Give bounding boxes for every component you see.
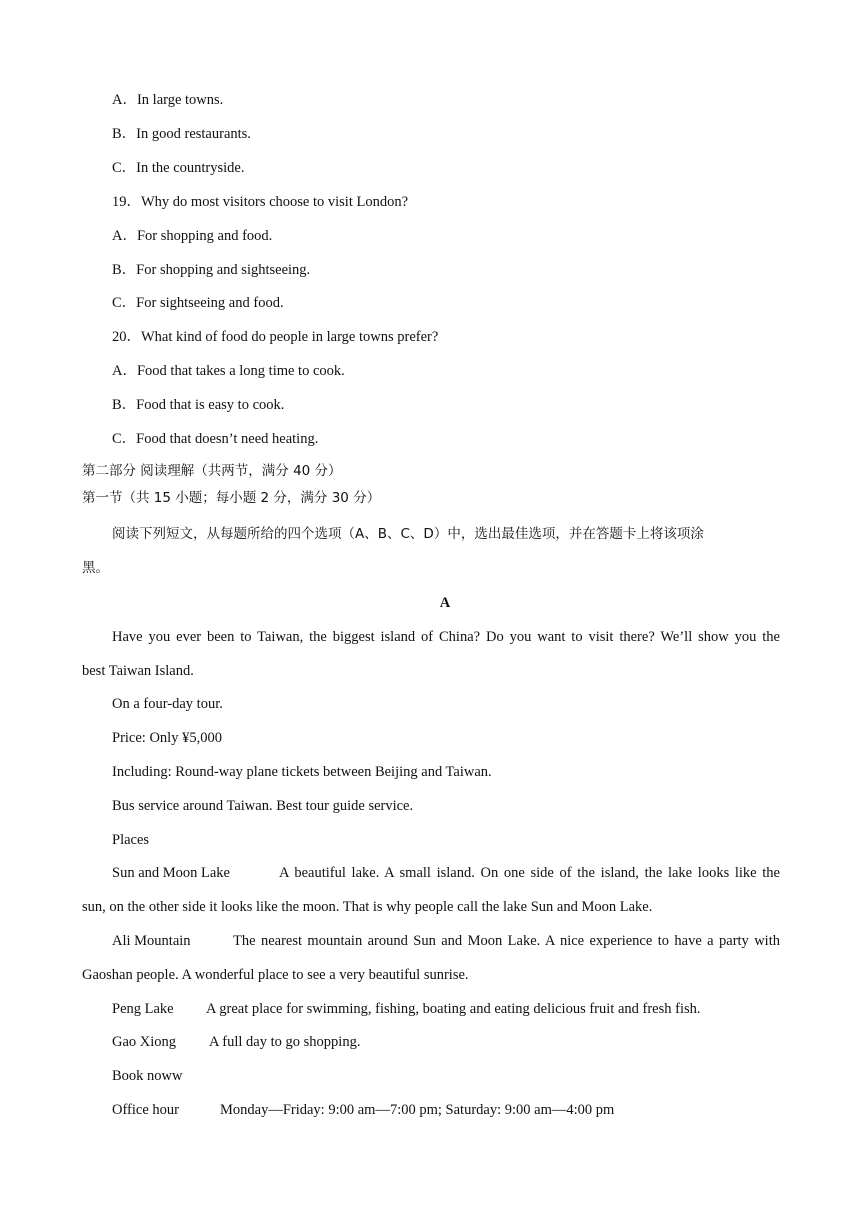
place-name-peng-lake: Peng Lake	[112, 1001, 174, 1017]
q19-option-b: B．For shopping and sightseeing.	[112, 262, 311, 278]
places-label: Places	[112, 832, 150, 848]
price-line: Price: Only ¥5,000	[112, 730, 222, 746]
instruction-line-2: 黑。	[82, 560, 109, 576]
intro-line-2: best Taiwan Island.	[82, 663, 194, 679]
q19-option-a: A．For shopping and food.	[112, 228, 273, 244]
q18-option-a: A．In large towns.	[112, 92, 224, 108]
office-hour-label: Office hour	[112, 1102, 179, 1118]
place-desc-ali-mountain-2: Gaoshan people. A wonderful place to see a very beautiful sunrise.	[82, 967, 469, 983]
place-name-sun-moon-lake: Sun and Moon Lake	[112, 865, 230, 881]
instruction-line-1: 阅读下列短文，从每题所给的四个选项（A、B、C、D）中，选出最佳选项，并在答题卡上将该项涂	[112, 526, 704, 542]
tour-line: On a four-day tour.	[112, 696, 223, 712]
bus-line: Bus service around Taiwan. Best tour guide service.	[112, 798, 414, 814]
place-desc-gao-xiong: A full day to go shopping.	[209, 1034, 361, 1050]
intro-line-1: Have you ever been to Taiwan, the biggest island of China? Do you want to visit there? We’ll show you the	[112, 629, 780, 645]
q20-question: 20．What kind of food do people in large towns prefer?	[112, 329, 439, 345]
q19-question: 19．Why do most visitors choose to visit London?	[112, 194, 409, 210]
place-desc-sun-moon-lake-2: sun, on the other side it looks like the moon. That is why people call the lake Sun and Moon Lake.	[82, 899, 653, 915]
place-desc-sun-moon-lake-1: A beautiful lake. A small island. On one side of the island, the lake looks like the	[279, 865, 780, 881]
q18-option-c: C．In the countryside.	[112, 160, 245, 176]
part2-heading: 第二部分 阅读理解（共两节，满分 40 分）	[82, 463, 342, 479]
passage-title: A	[439, 595, 451, 611]
q19-option-c: C．For sightseeing and food.	[112, 295, 284, 311]
place-desc-ali-mountain-1: The nearest mountain around Sun and Moon Lake. A nice experience to have a party with	[233, 933, 780, 949]
place-desc-peng-lake: A great place for swimming, fishing, boating and eating delicious fruit and fresh fish.	[206, 1001, 701, 1017]
section1-heading: 第一节（共 15 小题；每小题 2 分，满分 30 分）	[82, 490, 381, 506]
place-name-ali-mountain: Ali Mountain	[112, 933, 191, 949]
q18-option-b: B．In good restaurants.	[112, 126, 251, 142]
q20-option-c: C．Food that doesn’t need heating.	[112, 431, 319, 447]
office-hours-value: Monday—Friday: 9:00 am—7:00 pm; Saturday: 9:00 am—4:00 pm	[220, 1102, 615, 1118]
book-line: Book noww	[112, 1068, 183, 1084]
q20-option-b: B．Food that is easy to cook.	[112, 397, 285, 413]
q20-option-a: A．Food that takes a long time to cook.	[112, 363, 345, 379]
including-line: Including: Round-way plane tickets between Beijing and Taiwan.	[112, 764, 492, 780]
place-name-gao-xiong: Gao Xiong	[112, 1034, 177, 1050]
